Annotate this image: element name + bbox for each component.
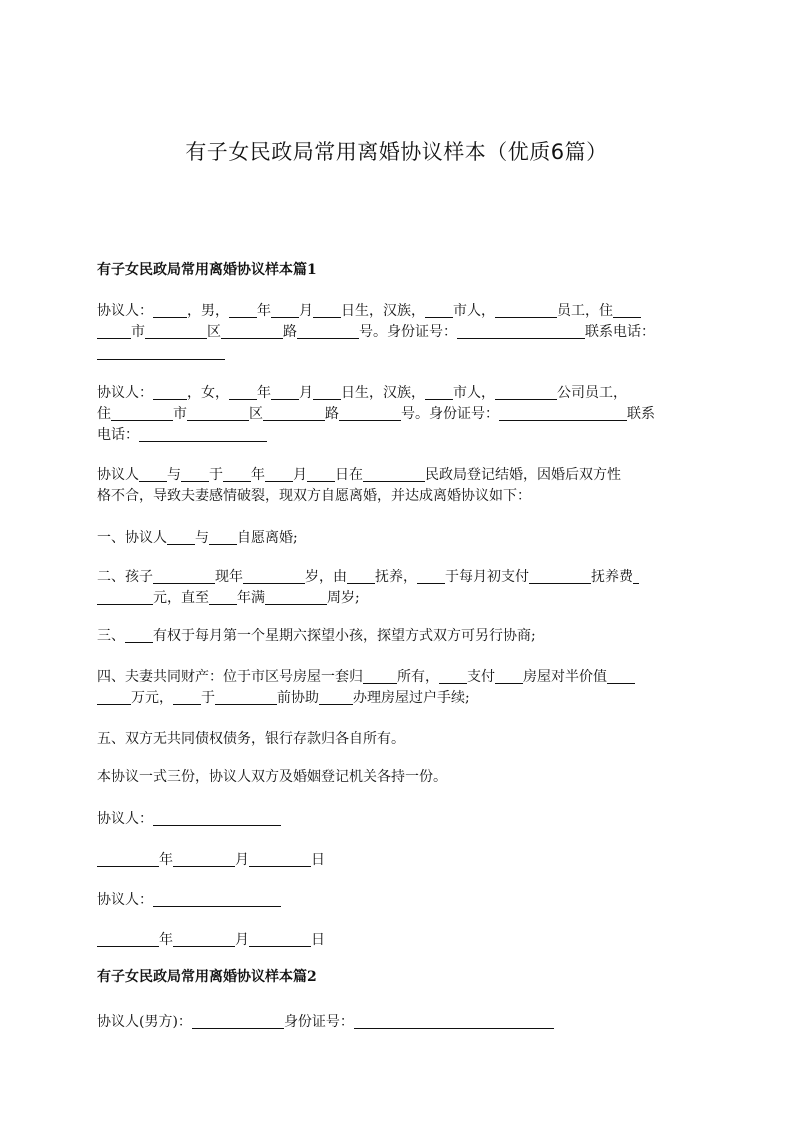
blank-field[interactable] [271,383,299,400]
date-line-1 [97,850,697,871]
text-run: 身份证号： [283,1014,354,1030]
text-run: 协议人： [97,892,153,908]
text-run: 月 [299,303,313,319]
blank-field[interactable] [613,301,641,318]
text-run: 协议人： [97,303,153,319]
text-run: 万元， [131,690,173,706]
text-run: 员工，住 [557,303,613,319]
paragraph-line [97,301,697,322]
text-run: 年 [257,303,271,319]
text-run: 三、 [97,628,125,644]
blank-field[interactable] [125,626,153,643]
text-run: 日生，汉族， [341,385,425,401]
text-run: 一、协议人 [97,530,167,546]
blank-field[interactable] [425,383,453,400]
blank-field[interactable] [229,301,257,318]
text-run: 市 [173,406,187,422]
signature-line-1 [97,809,697,830]
text-run: 公司员工， [557,385,627,401]
blank-field[interactable] [221,322,283,339]
text-run: 与 [167,467,181,483]
text-run: 号。身份证号： [401,406,499,422]
blank-field[interactable] [495,383,557,400]
blank-field[interactable] [425,301,453,318]
text-run: 现年 [215,569,243,585]
blank-field[interactable] [339,404,401,421]
text-run: 元，直至 [153,590,209,606]
clause-4 [97,667,697,709]
blank-field[interactable] [97,588,153,605]
blank-field[interactable] [265,465,293,482]
section-heading-2: 有子女民政局常用离婚协议样本篇2 [97,969,317,985]
blank-field[interactable] [243,567,305,584]
text-run: 住 [97,406,111,422]
text-run: 年满 [237,590,265,606]
text-run: 日 [311,932,325,948]
blank-field[interactable] [209,528,237,545]
text-run: 日在 [335,467,363,483]
blank-field[interactable] [153,383,187,400]
text-run: 有权于每月第一个星期六探望小孩，探望方式双方可另行协商; [153,628,536,644]
clause-1 [97,528,697,549]
blank-field[interactable] [607,667,635,684]
text-run: 前协助 [277,690,319,706]
blank-field[interactable] [271,301,299,318]
blank-field[interactable] [249,850,311,867]
text-run: ，女， [187,385,229,401]
text-run: 月 [293,467,307,483]
blank-field[interactable] [347,567,375,584]
blank-field[interactable] [307,465,335,482]
paragraph-line [97,567,697,588]
blank-field[interactable] [173,850,235,867]
signature-field[interactable] [153,890,281,907]
blank-field[interactable] [363,465,425,482]
paragraph-line [97,688,697,709]
signature-line-2 [97,890,697,911]
text-run: 联系 [627,406,655,422]
blank-field[interactable] [313,383,341,400]
text-run: 于每月初支付 [445,569,529,585]
blank-field[interactable] [97,850,159,867]
text-run: 年 [159,852,173,868]
text-run: 月 [299,385,313,401]
text-run: 日生，汉族， [341,303,425,319]
text-run: 号。身份证号： [359,324,457,340]
blank-field[interactable] [439,667,467,684]
text-run: 市人， [453,303,495,319]
text-run: 电话： [97,427,139,443]
blank-field[interactable] [633,567,639,584]
paragraph-line: 格不合，导致夫妻感情破裂，现双方自愿离婚，并达成离婚协议如下： [97,488,531,504]
paragraph-line [97,588,697,609]
text-run: 民政局登记结婚，因婚后双方性 [425,467,621,483]
blank-field[interactable] [417,567,445,584]
paragraph-line [97,322,697,343]
blank-field[interactable] [97,322,131,339]
text-run: 周岁; [327,590,360,606]
section-heading-1: 有子女民政局常用离婚协议样本篇1 [97,262,317,278]
blank-field[interactable] [139,465,167,482]
text-run: 协议人： [97,385,153,401]
date-line-2 [97,930,697,951]
blank-field[interactable] [192,1012,284,1029]
paragraph-marriage-info [97,465,697,507]
blank-field[interactable] [97,688,131,705]
blank-field[interactable] [153,567,215,584]
text-run: 自愿离婚; [237,530,298,546]
blank-field[interactable] [495,301,557,318]
text-run: 联系电话： [585,324,655,340]
blank-field[interactable] [265,588,327,605]
blank-field[interactable] [153,301,187,318]
text-run: 办理房屋过户手续; [353,690,470,706]
text-run: 于 [209,467,223,483]
paragraph-line [97,343,697,364]
paragraph-male-party [97,301,697,364]
text-run: 月 [235,852,249,868]
text-run: 抚养， [375,569,417,585]
text-run: 协议人 [97,467,139,483]
blank-field[interactable] [167,528,195,545]
text-run: 于 [201,690,215,706]
blank-field[interactable] [181,465,209,482]
text-run: 区 [207,324,221,340]
signature-field[interactable] [153,809,281,826]
text-run: 市 [131,324,145,340]
blank-field[interactable] [187,404,249,421]
blank-field[interactable] [499,404,627,421]
text-run: 年 [251,467,265,483]
blank-field[interactable] [457,322,585,339]
blank-field[interactable] [97,930,159,947]
blank-field[interactable] [223,465,251,482]
blank-field[interactable] [173,688,201,705]
text-run: 四、夫妻共同财产：位于市区号房屋一套归 [97,669,363,685]
text-run: 市人， [453,385,495,401]
blank-field[interactable] [229,383,257,400]
blank-field[interactable] [495,667,523,684]
blank-field[interactable] [145,322,207,339]
blank-field[interactable] [173,930,235,947]
text-run: 年 [257,385,271,401]
paragraph-female-party [97,383,697,446]
text-run: 支付 [467,669,495,685]
blank-field[interactable] [209,588,237,605]
blank-field[interactable] [529,567,591,584]
paragraph-male-id [97,1012,697,1033]
blank-field[interactable] [249,930,311,947]
text-run: 路 [283,324,297,340]
text-run: 抚养费 [591,569,633,585]
paragraph-line [97,465,697,486]
blank-field[interactable] [139,425,267,442]
text-run: 协议人： [97,811,153,827]
text-run: 岁，由 [305,569,347,585]
clause-2 [97,567,697,609]
text-run: 协议人(男方)： [97,1014,192,1030]
text-run: 日 [311,852,325,868]
blank-field[interactable] [319,688,353,705]
paragraph-line [97,667,697,688]
paragraph-line [97,425,697,446]
blank-field[interactable] [313,301,341,318]
blank-field[interactable] [111,404,173,421]
clause-3 [97,626,697,647]
blank-field[interactable] [215,688,277,705]
text-run: 年 [159,932,173,948]
text-run: 房屋对半价值 [523,669,607,685]
paragraph-line [97,404,697,425]
blank-field[interactable] [363,667,397,684]
blank-field[interactable] [354,1012,554,1029]
text-run: ，男， [187,303,229,319]
blank-field[interactable] [97,343,225,360]
text-run: 月 [235,932,249,948]
blank-field[interactable] [263,404,325,421]
blank-field[interactable] [297,322,359,339]
text-run: 二、孩子 [97,569,153,585]
document-title: 有子女民政局常用离婚协议样本（优质6篇） [185,140,608,164]
text-run: 所有， [397,669,439,685]
copies-note: 本协议一式三份，协议人双方及婚姻登记机关各持一份。 [97,769,447,785]
clause-5: 五、双方无共同债权债务，银行存款归各自所有。 [97,731,405,747]
text-run: 区 [249,406,263,422]
text-run: 路 [325,406,339,422]
paragraph-line [97,383,697,404]
text-run: 与 [195,530,209,546]
